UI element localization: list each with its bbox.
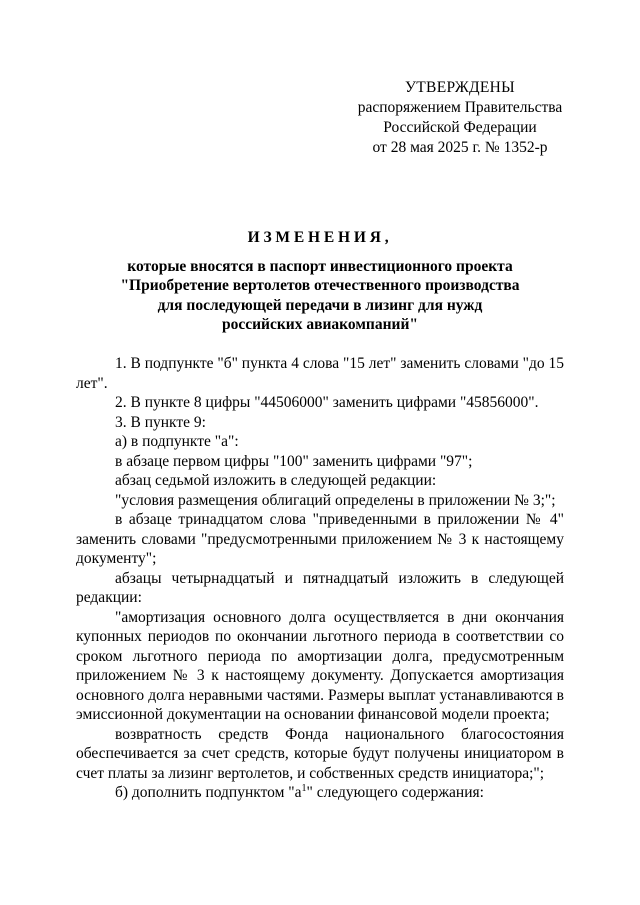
paragraph-11: возвратность средств Фонда национального благосостояния обеспечивается за счет средств, которые будут получены инициатором в счет платы за лизинг вертолетов, и собственных средств инициатора;";: [76, 725, 564, 782]
approval-line-2: Российской Федерации: [383, 119, 537, 136]
approval-block: [340, 78, 580, 158]
paragraph-6: абзац седьмой изложить в следующей редакции:: [115, 472, 437, 489]
paragraph-2: 2. В пункте 8 цифры "44506000" заменить цифрами "45856000".: [115, 394, 539, 411]
approval-line-3: от 28 мая 2025 г. № 1352-р: [372, 139, 548, 156]
paragraph-1: 1. В подпункте "б" пункта 4 слова "15 лет" заменить словами "до 15 лет".: [76, 355, 565, 392]
paragraph-7: "условия размещения облигаций определены в приложении № 3;";: [115, 491, 556, 509]
title-main: ИЗМЕНЕНИЯ,: [247, 229, 393, 246]
paragraph-12-superscript: 1: [301, 783, 307, 794]
paragraph-8: в абзаце тринадцатом слова "приведенными в приложении № 4" заменить словами "предусмотренными приложением № 3 к настоящему документу";: [76, 511, 564, 567]
approval-heading: УТВЕРЖДЕНЫ: [405, 79, 515, 96]
title-line-4: российских авиакомпаний": [222, 316, 418, 333]
paragraph-9: абзацы четырнадцатый и пятнадцатый изложить в следующей редакции:: [76, 569, 564, 606]
paragraph-3: 3. В пункте 9:: [115, 413, 206, 431]
paragraph-10: "амортизация основного долга осуществляется в дни окончания купонных периодов по окончании льготного периода в соответствии со сроком льготного периода по амортизации долга, предусмотренным приложением № 3 к настоящему документу. Допускается амортизация основного долга неравными частями. Размеры выплат устанавливаются в эмиссионной документации на основании финансовой модели проекта;: [76, 608, 564, 723]
paragraph-12-part-a: б) дополнить подпунктом "а: [115, 784, 302, 801]
title-line-1: которые вносятся в паспорт инвестиционного проекта: [127, 257, 513, 275]
document-body: [76, 354, 564, 803]
title-line-2: "Приобретение вертолетов отечественного производства: [120, 277, 520, 294]
paragraph-4: а) в подпункте "а":: [115, 433, 239, 450]
approval-line-1: распоряжением Правительства: [357, 99, 563, 116]
paragraph-12: [76, 783, 564, 803]
document-title: [90, 228, 550, 335]
title-line-3: для последующей передачи в лизинг для нужд: [157, 296, 483, 314]
paragraph-12-part-b: " следующего содержания:: [306, 784, 484, 801]
paragraph-5: в абзаце первом цифры "100" заменить цифрами "97";: [115, 452, 473, 470]
